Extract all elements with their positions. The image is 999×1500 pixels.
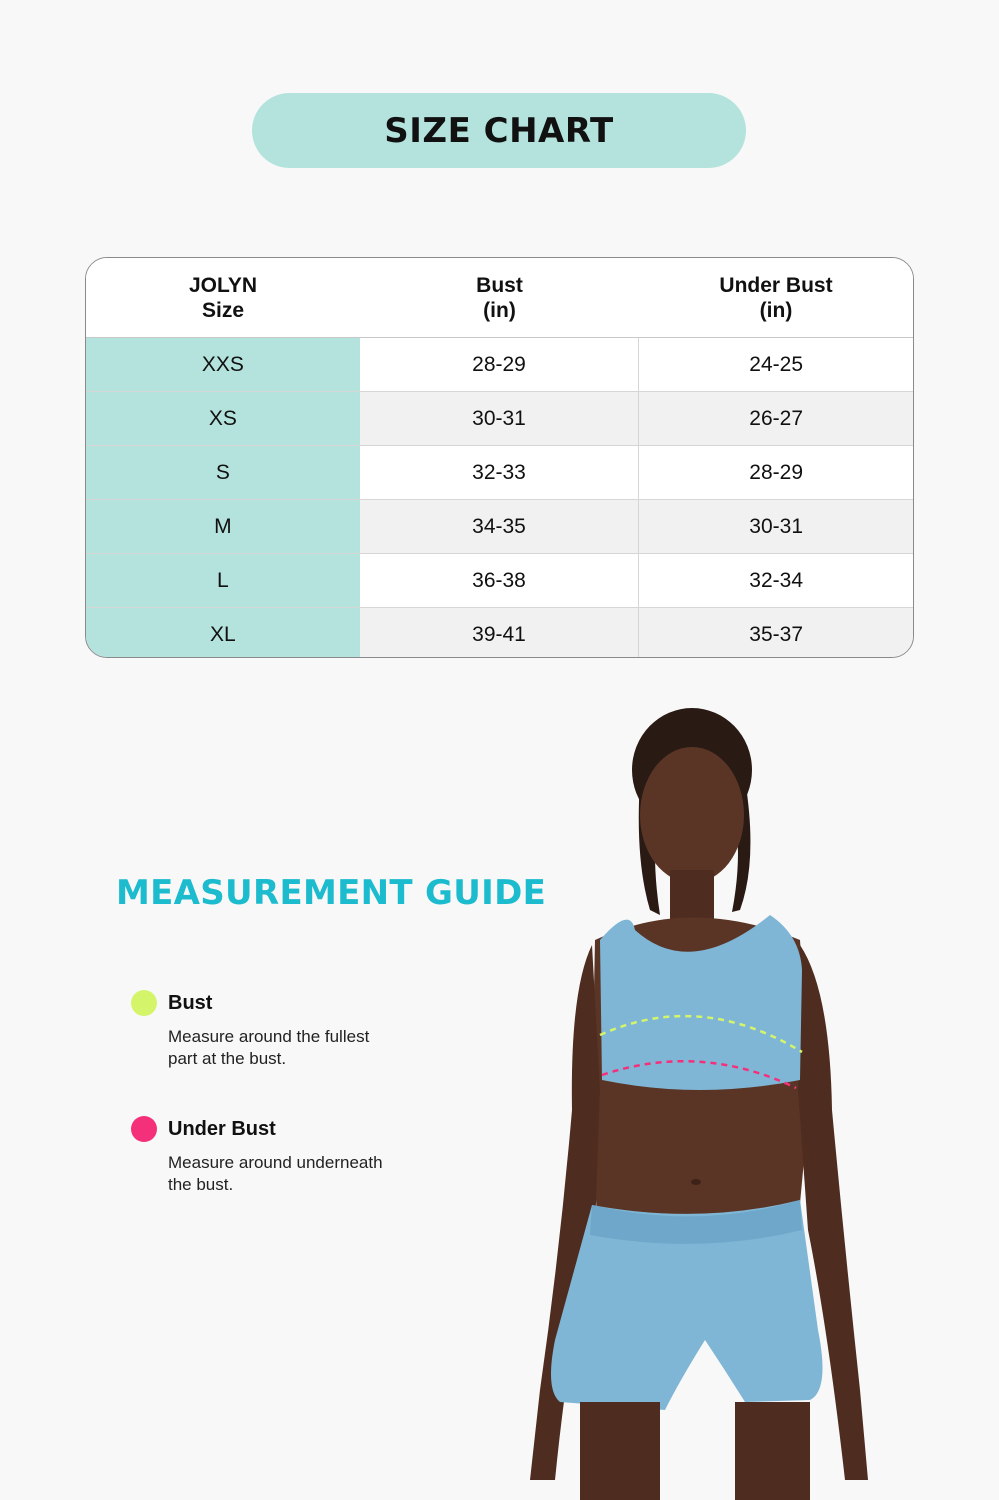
size-cell: XL [86, 608, 360, 658]
bust-dot-icon [131, 990, 157, 1016]
bust-cell: 39-41 [360, 608, 640, 658]
column-header-bust: Bust (in) [476, 273, 523, 322]
model-illustration [500, 690, 920, 1500]
table-row [86, 500, 913, 554]
bust-cell: 30-31 [360, 392, 640, 445]
under-bust-cell: 35-37 [639, 608, 913, 658]
column-header-size: JOLYN Size [188, 273, 258, 322]
bust-cell: 32-33 [360, 446, 640, 499]
size-chart-header [252, 93, 746, 168]
table-row [86, 608, 913, 658]
size-cell: XS [86, 392, 360, 445]
table-row [86, 392, 913, 446]
under-bust-cell: 28-29 [639, 446, 913, 499]
page-title: SIZE CHART [384, 110, 614, 151]
under-bust-cell: 26-27 [639, 392, 913, 445]
size-chart-table [85, 257, 914, 658]
table-row [86, 554, 913, 608]
table-row [86, 338, 913, 392]
legend-label: Bust [168, 992, 213, 1014]
face-shape [640, 747, 744, 883]
legend-description: Measure around the fullest part at the bust. [168, 1027, 370, 1068]
column-header-under-bust: Under Bust (in) [719, 273, 833, 322]
bust-cell: 36-38 [360, 554, 640, 607]
under-bust-cell: 32-34 [639, 554, 913, 607]
under-bust-cell: 30-31 [639, 500, 913, 553]
table-header-row [86, 258, 913, 338]
legend-label: Under Bust [168, 1118, 276, 1140]
size-cell: L [86, 554, 360, 607]
under-bust-cell: 24-25 [639, 338, 913, 391]
bust-cell: 34-35 [360, 500, 640, 553]
legend-description: Measure around underneath the bust. [168, 1153, 383, 1194]
size-cell: XXS [86, 338, 360, 391]
measurement-guide-title: MEASUREMENT GUIDE [116, 873, 547, 913]
size-cell: S [86, 446, 360, 499]
table-row [86, 446, 913, 500]
under-bust-dot-icon [131, 1116, 157, 1142]
bust-cell: 28-29 [360, 338, 640, 391]
size-cell: M [86, 500, 360, 553]
